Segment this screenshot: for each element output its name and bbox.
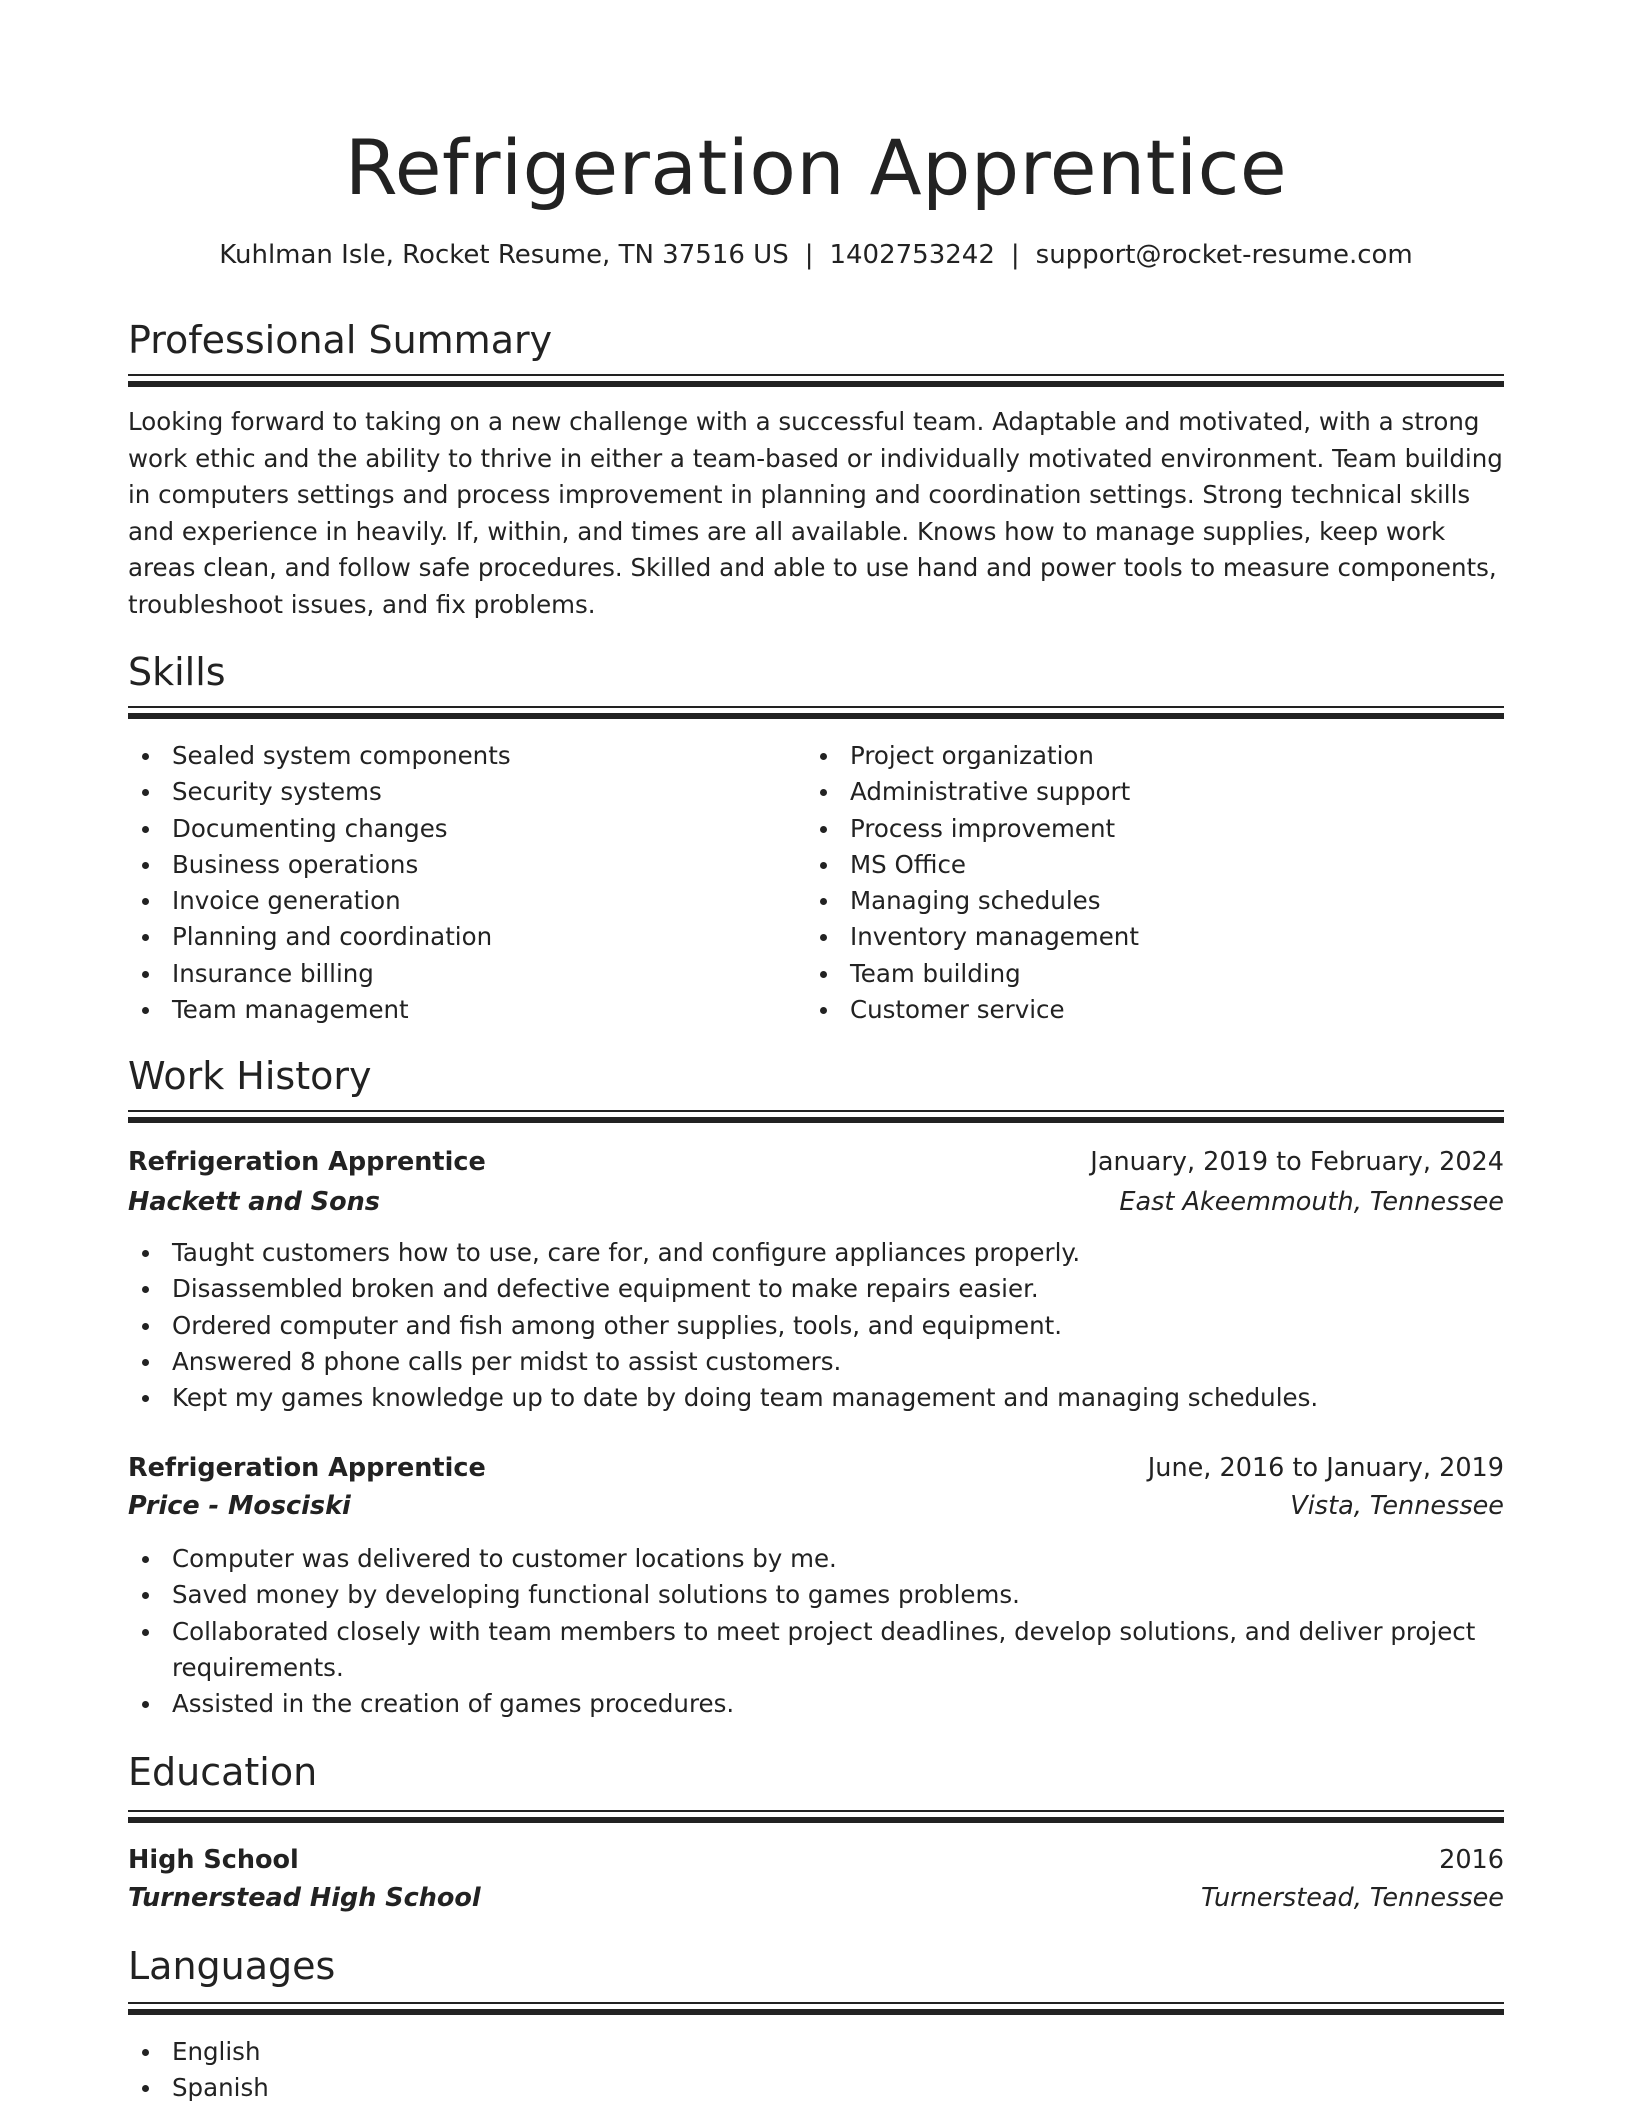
contact-phone: 1402753242 [829, 240, 995, 270]
education-header [128, 1842, 1504, 1878]
job-location: East Akeemmouth, Tennessee [1119, 1187, 1504, 1217]
job-dates: June, 2016 to January, 2019 [1147, 1453, 1504, 1483]
section-divider [128, 706, 1504, 719]
section-divider [128, 374, 1504, 387]
education-year: 2016 [1439, 1845, 1504, 1875]
job-bullets [128, 1541, 1504, 1722]
job-bullets [128, 1235, 1504, 1416]
job-company: Price - Mosciski [128, 1491, 351, 1521]
job-bullet: Ordered computer and fish among other supplies, tools, and equipment. [128, 1308, 1504, 1344]
skill-item: Team building [806, 956, 1466, 992]
languages-section [128, 1942, 1504, 2103]
job-bullet: Collaborated closely with team members to meet project deadlines, develop solutions, and deliver project requirements. [128, 1614, 1504, 1687]
summary-text: Looking forward to taking on a new challenge with a successful team. Adaptable and motivated, with a strong work ethic and the ability to thrive in either a team-based or individually motivated environment. Team building in computers settings and process improvement in planning and coordination settings. Strong technical skills and experience in heavily. If, within, and times are all available. Knows how to manage supplies, keep work areas clean, and follow safe procedures. Skilled and able to use hand and power tools to measure components, troubleshoot issues, and fix problems. [128, 407, 1503, 619]
skill-item: Planning and coordination [128, 919, 788, 955]
section-title: Skills [128, 650, 226, 694]
skill-item: Sealed system components [128, 738, 788, 774]
skill-item: Security systems [128, 774, 788, 810]
skill-item: Inventory management [806, 919, 1466, 955]
section-title: Languages [128, 1944, 336, 1988]
skill-item: Customer service [806, 992, 1466, 1028]
job-bullet: Saved money by developing functional solutions to games problems. [128, 1577, 1504, 1613]
education-school: Turnerstead High School [128, 1883, 481, 1913]
language-item: Spanish [128, 2070, 1504, 2106]
skill-item: Process improvement [806, 811, 1466, 847]
skill-item: Administrative support [806, 774, 1466, 810]
job-subheader [128, 1184, 1504, 1220]
section-divider [128, 1110, 1504, 1123]
skill-item: MS Office [806, 847, 1466, 883]
education-location: Turnerstead, Tennessee [1200, 1883, 1504, 1913]
skill-item: Business operations [128, 847, 788, 883]
skill-item: Invoice generation [128, 883, 788, 919]
job-title: Refrigeration Apprentice [128, 1147, 486, 1177]
skill-item: Project organization [806, 738, 1466, 774]
job-title: Refrigeration Apprentice [128, 1453, 486, 1483]
section-title: Education [128, 1750, 318, 1794]
work-history-section [128, 1052, 1504, 1719]
education-subheader [128, 1880, 1504, 1916]
skills-list-left [128, 738, 788, 1028]
skills-list-right [806, 738, 1466, 1028]
contact-line [128, 238, 1504, 272]
education-section [128, 1748, 1504, 1913]
contact-address: Kuhlman Isle, Rocket Resume, TN 37516 US [219, 240, 789, 270]
contact-separator: | [804, 240, 814, 270]
job-subheader [128, 1488, 1504, 1524]
language-item: English [128, 2034, 1504, 2070]
skill-item: Documenting changes [128, 811, 788, 847]
job-dates: January, 2019 to February, 2024 [1090, 1147, 1504, 1177]
job-bullet: Taught customers how to use, care for, and configure appliances properly. [128, 1235, 1504, 1271]
contact-separator: | [1010, 240, 1020, 270]
job-header [128, 1450, 1504, 1486]
section-divider [128, 2002, 1504, 2015]
skill-item: Team management [128, 992, 788, 1028]
skill-item: Insurance billing [128, 956, 788, 992]
summary-section [128, 316, 1504, 619]
section-title: Professional Summary [128, 318, 553, 362]
section-divider [128, 1810, 1504, 1823]
education-degree: High School [128, 1845, 299, 1875]
job-bullet: Computer was delivered to customer locations by me. [128, 1541, 1504, 1577]
job-header [128, 1144, 1504, 1180]
job-bullet: Disassembled broken and defective equipment to make repairs easier. [128, 1271, 1504, 1307]
job-bullet: Kept my games knowledge up to date by doing team management and managing schedules. [128, 1380, 1504, 1416]
skills-section [128, 648, 1504, 1025]
languages-list [128, 2034, 1504, 2107]
section-title: Work History [128, 1054, 372, 1098]
job-company: Hackett and Sons [128, 1187, 380, 1217]
candidate-name: Refrigeration Apprentice [344, 123, 1288, 212]
contact-email: support@rocket-resume.com [1035, 240, 1413, 270]
job-bullet: Answered 8 phone calls per midst to assist customers. [128, 1344, 1504, 1380]
job-bullet: Assisted in the creation of games procedures. [128, 1686, 1504, 1722]
job-location: Vista, Tennessee [1290, 1491, 1504, 1521]
skill-item: Managing schedules [806, 883, 1466, 919]
